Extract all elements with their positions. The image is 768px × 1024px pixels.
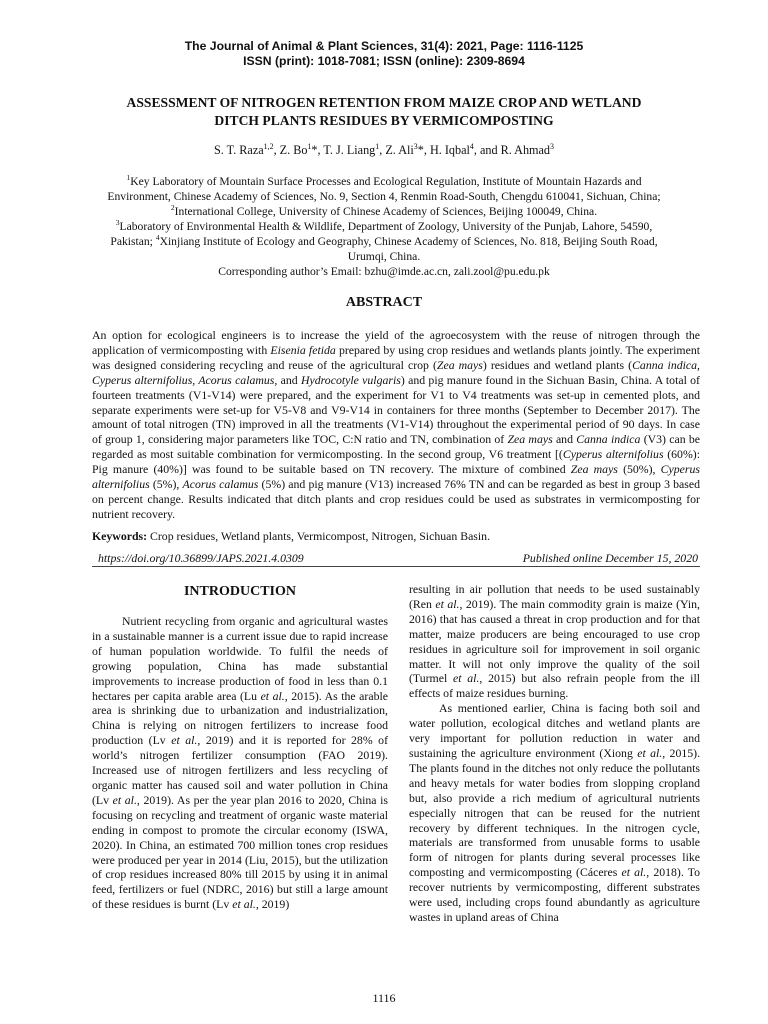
affiliation-3 — [80, 219, 688, 234]
citation-etal: et al. — [453, 671, 480, 686]
abstract-species: Zea mays — [436, 357, 483, 372]
article-title — [70, 94, 698, 130]
affiliation-text: Key Laboratory of Mountain Surface Processes and Ecological Regulation, Institute of Mountain Hazards and — [130, 175, 642, 188]
citation-etal: et al. — [637, 745, 663, 760]
affiliation-number: 1 — [126, 173, 131, 183]
section-divider — [92, 566, 700, 567]
affiliation-number: 3 — [115, 218, 120, 228]
citation-etal: et al. — [171, 733, 198, 748]
body-text: , 2019). The main commodity grain is maize (Yin, 2016) that has caused a threat in crop production and for that matter, maize producers are being encouraged to use crop residues in agriculture soil for improvement in soil organic matter. It will not only improve the quality of the soil (Turmel — [409, 596, 700, 686]
author-name: Z. Ali — [385, 143, 414, 157]
affiliation-text: Xinjiang Institute of Ecology and Geography, Chinese Academy of Sciences, No. 818, Beijing South Road, — [159, 235, 658, 248]
abstract-species: Cyperus alternifolius — [92, 462, 700, 492]
abstract-text: (50%), — [617, 462, 661, 477]
abstract-text: An option for ecological engineers is to increase the yield of the agroecosystem with the reuse of nitrogen through the application of vermicomposting with — [92, 328, 700, 357]
abstract-text: ) and pig manure found in the Sichuan Basin, China. A total of fourteen treatments (V1-V14) were prepared, and the experiment for V1 to V4 treatments was set-up in cemented plots, and separate experiments were set-up for V5-V8 and V9-V14 in containers for three months (September to December 2017). The amount of total nitrogen (TN) improved in all the treatments (V1-V14) throughout the experimental period of 90 days. In case of group 1, considering major parameters like TOC, C:N ratio and TN, combination of — [92, 372, 700, 447]
body-text: resulting in air pollution that needs to be used sustainably (Ren — [409, 582, 700, 611]
abstract-species: Cyperus alternifolius — [562, 447, 664, 462]
article-title-line-2: DITCH PLANTS RESIDUES BY VERMICOMPOSTING — [214, 113, 554, 128]
affiliations — [80, 174, 688, 279]
journal-issn: ISSN (print): 1018-7081; ISSN (online): 2309-8694 — [243, 54, 525, 68]
body-text: , 2019) and it is reported for 28% of world’s nitrogen fertilizer consumption (FAO 2019). Increased use of nitrogen fertilizers and less recycling of organic matter has caused soil and water pollution in China (Lv — [92, 733, 389, 807]
keywords — [92, 529, 700, 544]
citation-etal: et al. — [112, 792, 137, 807]
corresponding-author: Corresponding author’s Email: bzhu@imde.ac.cn, zali.zool@pu.edu.pk — [218, 265, 550, 278]
abstract-species: Eisenia fetida — [270, 342, 336, 357]
author-affiliation-mark: 1,2 — [263, 141, 274, 151]
affiliation-number: 4 — [155, 233, 160, 243]
affiliation-1 — [80, 174, 688, 189]
affiliation-text: International College, University of Chinese Academy of Sciences, Beijing 100049, China. — [174, 205, 598, 218]
article-title-line-1: ASSESSMENT OF NITROGEN RETENTION FROM MAIZE CROP AND WETLAND — [126, 95, 642, 110]
abstract-text: and — [552, 432, 577, 447]
abstract-species: Canna indica — [576, 432, 641, 447]
abstract-text: (5%) and pig manure (V13) increased 76% TN and can be regarded as best in group 3 based on percent change. Results indicated that ditch plants and crop residues could be used as substrates in vermicomposting for nutrient recovery. — [92, 477, 700, 521]
author-affiliation-mark: 1 — [375, 141, 380, 151]
author-name: T. J. Liang — [323, 143, 376, 157]
author-name: Z. Bo — [279, 143, 308, 157]
journal-header — [0, 39, 768, 69]
keywords-text: Crop residues, Wetland plants, Vermicompost, Nitrogen, Sichuan Basin. — [147, 529, 491, 543]
introduction-right-column — [409, 582, 700, 925]
affiliation-2 — [80, 204, 688, 219]
body-text: , 2015). The plants found in the ditches not only reduce the pollutants and heavy metals for water bodies from slopping cropland but, also provide a rich medium of agricultural nutrients especially nitrogen that can be reused for the nutrient recovery by different techniques. In the nitrogen cycle, materials are transformed from unusable forms to usable form of nitrogen for plants during several processes like composting and vermicomposting (Cáceres — [409, 745, 701, 880]
author-affiliation-mark: 3 — [550, 141, 554, 151]
body-text: , 2015) but also refrain people from the ill effects of maize residues burning. — [409, 671, 700, 701]
citation-etal: et al. — [232, 897, 256, 912]
author-name: H. Iqbal — [429, 143, 470, 157]
affiliation-3-4 — [80, 234, 688, 249]
author-list: S. T. Raza$^{1,2}$, Z. Bo$^1$*, T. J. Liang$^1$, Z. Ali$^3$*, H. Iqbal$^4$, and R. Ahmad$^3$ — [214, 141, 554, 157]
abstract-body — [92, 328, 700, 522]
body-text: As mentioned earlier, China is facing both soil and water pollution, ecological ditches and wetland plants are very important for pollution reduction in water and sustaining the agriculture environment (Xiong — [409, 701, 700, 760]
body-text: , 2019). As per the year plan 2016 to 2020, China is focusing on recycling and treatment of organic waste material ending in compost to promote the circular economy (ISWA, 2020). In China, an estimated 700 million tones crop residues were produced per year in 2014 (Liu, 2015), but the utilization of crop residues increased 80% till 2015 by using it in animal feed, fertilizers or fuel (NDRC, 2016) but still a large amount of these residues is burnt (Lv — [92, 792, 389, 912]
abstract-heading: ABSTRACT — [345, 295, 423, 310]
abstract-text: (V3) can be regarded as most suitable combination for vermicomposting. In the second group, V6 treatment [( — [92, 432, 701, 462]
abstract-species: Zea mays — [507, 432, 553, 447]
affiliation-1-cont: Environment, Chinese Academy of Sciences, No. 9, Section 4, Renmin Road-South, Chengdu 610041, Sichuan, China; — [107, 190, 661, 203]
journal-citation: The Journal of Animal & Plant Sciences, 31(4): 2021, Page: 1116-1125 — [184, 39, 584, 53]
introduction-paragraph — [92, 614, 388, 912]
introduction-left-column — [92, 614, 388, 912]
abstract-species: Canna indica, Cyperus alternifolius, Acorus calamus, — [92, 357, 700, 387]
author-affiliation-mark: 4 — [469, 141, 474, 151]
abstract-species: Zea mays — [570, 462, 618, 477]
abstract-text: and — [277, 372, 301, 387]
introduction-heading: INTRODUCTION — [183, 584, 296, 599]
introduction-paragraph — [409, 582, 700, 701]
body-text: Nutrient recycling from organic and agricultural wastes in a sustainable manner is a current issue due to rapid increase of human population worldwide. To fulfil the needs of growing population, China has made substantial improvements to increase production of food in less than 0.1 hectares per capita arable area (Lu — [92, 614, 388, 703]
citation-etal: et al. — [621, 865, 647, 880]
affiliation-text: Pakistan; — [110, 235, 156, 248]
affiliation-text: Laboratory of Environmental Health & Wildlife, Department of Zoology, University of the Punjab, Lahore, 54590, — [119, 220, 653, 233]
author-affiliation-mark: 3 — [413, 141, 418, 151]
affiliation-4-cont: Urumqi, China. — [347, 250, 421, 263]
author-affiliation-mark: 1 — [307, 141, 312, 151]
doi-link[interactable]: https://doi.org/10.36899/JAPS.2021.4.0309 — [98, 551, 304, 565]
abstract-text: ) residues and wetland plants ( — [482, 357, 633, 372]
body-text: , 2018). To recover nutrients by vermicomposting, different substrates were used, including crops found abundantly as agriculture wastes in upland areas of China — [409, 865, 700, 924]
page-number: 1116 — [372, 991, 396, 1005]
corresponding-mark: * — [311, 143, 318, 157]
affiliation-number: 2 — [170, 203, 175, 213]
citation-etal: et al. — [435, 596, 460, 611]
body-text: , 2015). As the arable area is shrinking due to urbanization and industrialization, China is relying on nitrogen fertilizers to increase food production (Lv — [92, 688, 388, 748]
abstract-text: (5%), — [149, 477, 183, 492]
keywords-label: Keywords: — [92, 529, 148, 543]
introduction-paragraph — [409, 701, 700, 925]
abstract-text: prepared by using crop residues and wetlands plants jointly. The experiment was designed considering recycling and reuse of the agricultural crop ( — [92, 342, 701, 372]
abstract-text: (60%): Pig manure (40%)] was found to be suitable based on TN recovery. The mixture of combined — [92, 447, 700, 477]
abstract-species: Acorus calamus — [182, 477, 259, 492]
author-name: R. Ahmad — [500, 143, 551, 157]
abstract-species: Hydrocotyle vulgaris — [301, 372, 401, 387]
published-date: Published online December 15, 2020 — [522, 551, 698, 565]
corresponding-mark: * — [417, 143, 424, 157]
author-name: S. T. Raza — [214, 143, 264, 157]
citation-etal: et al. — [260, 688, 285, 703]
body-text: , 2019) — [255, 897, 290, 912]
